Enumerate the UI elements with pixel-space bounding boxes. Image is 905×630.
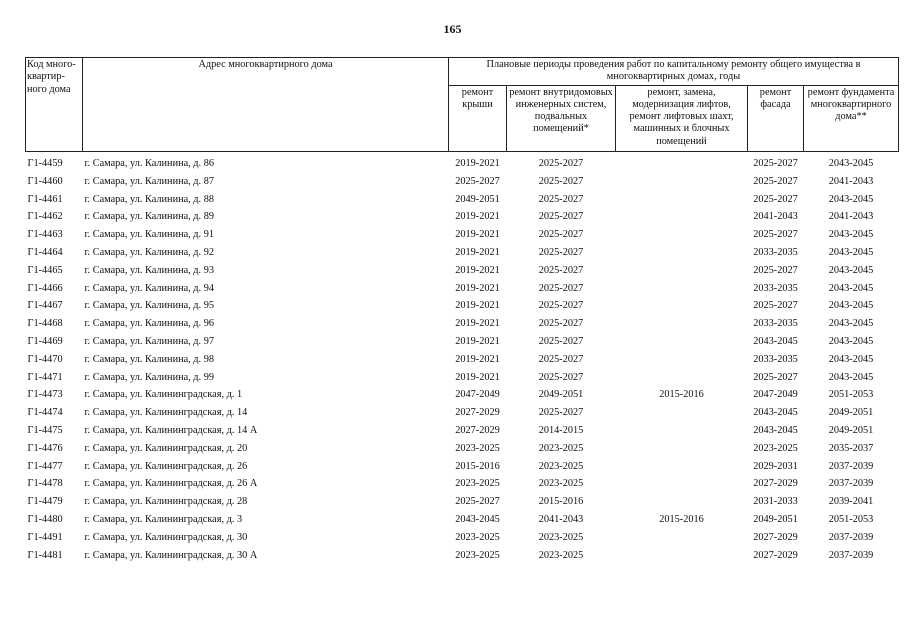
cell-engineering: 2049-2051	[538, 389, 584, 401]
cell-code: Г1-4476	[27, 442, 63, 454]
cell-lift: 2015-2016	[659, 513, 704, 525]
cell-engineering: 2023-2025	[538, 531, 584, 543]
cell-lift	[616, 226, 748, 244]
cell-address: г. Самара, ул. Калининградская, д. 30 А	[84, 549, 258, 561]
cell-facade: 2027-2029	[753, 549, 798, 561]
cell-roof: 2019-2021	[455, 335, 500, 347]
cell-address: г. Самара, ул. Калининградская, д. 26	[84, 460, 248, 472]
cell-foundation: 2043-2045	[828, 300, 874, 312]
table-row	[26, 404, 899, 422]
cell-lift	[616, 315, 748, 333]
cell-foundation: 2041-2043	[828, 211, 874, 223]
cell-facade: 2025-2027	[753, 229, 798, 241]
cell-facade: 2043-2045	[753, 407, 798, 419]
cell-roof: 2019-2021	[455, 318, 500, 330]
table-row	[26, 475, 899, 493]
cell-code: Г1-4471	[27, 371, 63, 383]
cell-foundation: 2037-2039	[828, 531, 874, 543]
cell-roof: 2019-2021	[455, 282, 500, 294]
cell-facade: 2043-2045	[753, 335, 798, 347]
cell-code: Г1-4477	[27, 460, 63, 472]
cell-engineering: 2025-2027	[538, 175, 584, 187]
cell-foundation: 2035-2037	[828, 442, 874, 454]
table-row	[26, 190, 899, 208]
cell-facade: 2033-2035	[753, 353, 798, 365]
cell-foundation: 2043-2045	[828, 282, 874, 294]
cell-facade: 2031-2033	[753, 496, 798, 508]
cell-engineering: 2023-2025	[538, 442, 584, 454]
cell-roof: 2019-2021	[455, 211, 500, 223]
cell-roof: 2019-2021	[455, 371, 500, 383]
header-facade: ремонт фасада	[748, 85, 804, 151]
cell-foundation: 2051-2053	[828, 513, 874, 525]
cell-foundation: 2041-2043	[828, 175, 874, 187]
cell-lift: 2015-2016	[659, 389, 704, 401]
cell-facade: 2033-2035	[753, 282, 798, 294]
cell-engineering: 2025-2027	[538, 318, 584, 330]
cell-address: г. Самара, ул. Калинина, д. 91	[84, 229, 214, 241]
cell-lift	[616, 404, 748, 422]
cell-address: г. Самара, ул. Калининградская, д. 14	[84, 407, 248, 419]
cell-lift	[616, 244, 748, 262]
table-row	[26, 457, 899, 475]
cell-address: г. Самара, ул. Калинина, д. 89	[84, 211, 214, 223]
cell-foundation: 2037-2039	[828, 549, 874, 561]
cell-code: Г1-4473	[27, 389, 63, 401]
cell-code: Г1-4466	[27, 282, 63, 294]
cell-roof: 2019-2021	[455, 353, 500, 365]
cell-roof: 2025-2027	[455, 175, 500, 187]
cell-engineering: 2025-2027	[538, 264, 584, 276]
cell-engineering: 2023-2025	[538, 478, 584, 490]
table-row	[26, 439, 899, 457]
table-row	[26, 208, 899, 226]
cell-facade: 2027-2029	[753, 478, 798, 490]
cell-engineering: 2025-2027	[538, 229, 584, 241]
cell-roof: 2023-2025	[455, 442, 500, 454]
cell-engineering: 2025-2027	[538, 371, 584, 383]
cell-lift	[616, 297, 748, 315]
cell-foundation: 2049-2051	[828, 407, 874, 419]
cell-lift	[616, 368, 748, 386]
cell-address: г. Самара, ул. Калининградская, д. 28	[84, 496, 248, 508]
page-number: 165	[443, 22, 462, 36]
cell-foundation: 2043-2045	[828, 353, 874, 365]
cell-engineering: 2014-2015	[538, 424, 584, 436]
cell-address: г. Самара, ул. Калинина, д. 98	[84, 353, 214, 365]
cell-roof: 2019-2021	[455, 300, 500, 312]
header-foundation: ремонт фундамента многоквартирного дома**	[804, 85, 899, 151]
cell-roof: 2027-2029	[455, 407, 500, 419]
cell-engineering: 2025-2027	[538, 282, 584, 294]
cell-foundation: 2051-2053	[828, 389, 874, 401]
header-engineering: ремонт внутридомовых инженерных систем, подвальных помещений*	[507, 85, 616, 151]
cell-code: Г1-4481	[27, 549, 63, 561]
cell-facade: 2023-2025	[753, 442, 798, 454]
table-row	[26, 244, 899, 262]
cell-lift	[616, 422, 748, 440]
cell-foundation: 2043-2045	[828, 264, 874, 276]
cell-code: Г1-4462	[27, 211, 63, 223]
header-address: Адрес многоквартирного дома	[83, 58, 449, 152]
cell-facade: 2025-2027	[753, 193, 798, 205]
cell-roof: 2043-2045	[455, 513, 500, 525]
cell-foundation: 2043-2045	[828, 246, 874, 258]
cell-lift	[616, 261, 748, 279]
cell-facade: 2041-2043	[753, 211, 798, 223]
cell-foundation: 2043-2045	[828, 157, 874, 169]
cell-code: Г1-4470	[27, 353, 63, 365]
cell-foundation: 2043-2045	[828, 335, 874, 347]
cell-lift	[616, 279, 748, 297]
table-row	[26, 226, 899, 244]
cell-facade: 2043-2045	[753, 424, 798, 436]
cell-roof: 2027-2029	[455, 424, 500, 436]
cell-address: г. Самара, ул. Калинина, д. 88	[84, 193, 214, 205]
cell-foundation: 2043-2045	[828, 193, 874, 205]
table-row	[26, 493, 899, 511]
cell-engineering: 2025-2027	[538, 193, 584, 205]
cell-engineering: 2023-2025	[538, 460, 584, 472]
cell-engineering: 2041-2043	[538, 513, 584, 525]
cell-address: г. Самара, ул. Калининградская, д. 14 А	[84, 424, 258, 436]
cell-facade: 2027-2029	[753, 531, 798, 543]
cell-code: Г1-4491	[27, 531, 63, 543]
cell-code: Г1-4469	[27, 335, 63, 347]
cell-foundation: 2043-2045	[828, 371, 874, 383]
cell-lift	[616, 475, 748, 493]
cell-address: г. Самара, ул. Калинина, д. 99	[84, 371, 214, 383]
cell-lift	[616, 457, 748, 475]
cell-address: г. Самара, ул. Калинина, д. 94	[84, 282, 214, 294]
cell-address: г. Самара, ул. Калинина, д. 97	[84, 335, 214, 347]
cell-foundation: 2043-2045	[828, 318, 874, 330]
table-row	[26, 333, 899, 351]
cell-code: Г1-4480	[27, 513, 63, 525]
table-row	[26, 261, 899, 279]
table-row	[26, 350, 899, 368]
table-row	[26, 297, 899, 315]
cell-facade: 2025-2027	[753, 175, 798, 187]
cell-engineering: 2025-2027	[538, 353, 584, 365]
cell-facade: 2029-2031	[753, 460, 798, 472]
cell-address: г. Самара, ул. Калининградская, д. 20	[84, 442, 248, 454]
cell-foundation: 2039-2041	[828, 496, 874, 508]
cell-address: г. Самара, ул. Калинина, д. 86	[84, 157, 214, 169]
cell-roof: 2025-2027	[455, 496, 500, 508]
cell-foundation: 2049-2051	[828, 424, 874, 436]
cell-roof: 2015-2016	[455, 460, 500, 472]
cell-code: Г1-4463	[27, 229, 63, 241]
header-code: Код много-квартир-ного дома	[26, 58, 83, 152]
cell-code: Г1-4468	[27, 318, 63, 330]
table-row	[26, 172, 899, 190]
cell-address: г. Самара, ул. Калининградская, д. 30	[84, 531, 248, 543]
cell-facade: 2025-2027	[753, 371, 798, 383]
cell-code: Г1-4478	[27, 478, 63, 490]
cell-lift	[616, 151, 748, 172]
cell-code: Г1-4479	[27, 496, 63, 508]
cell-roof: 2019-2021	[455, 246, 500, 258]
cell-engineering: 2025-2027	[538, 300, 584, 312]
cell-lift	[616, 190, 748, 208]
cell-lift	[616, 208, 748, 226]
cell-engineering: 2025-2027	[538, 407, 584, 419]
cell-roof: 2023-2025	[455, 549, 500, 561]
cell-roof: 2049-2051	[455, 193, 500, 205]
table-row	[26, 511, 899, 529]
cell-code: Г1-4465	[27, 264, 63, 276]
cell-lift	[616, 546, 748, 564]
cell-address: г. Самара, ул. Калининградская, д. 26 А	[84, 478, 258, 490]
cell-address: г. Самара, ул. Калинина, д. 95	[84, 300, 214, 312]
cell-lift	[616, 172, 748, 190]
table-row	[26, 528, 899, 546]
header-periods: Плановые периоды проведения работ по капитальному ремонту общего имущества в многоквартирных домах, годы	[449, 58, 899, 86]
cell-facade: 2049-2051	[753, 513, 798, 525]
table-row	[26, 279, 899, 297]
table-row	[26, 546, 899, 564]
cell-facade: 2025-2027	[753, 300, 798, 312]
cell-address: г. Самара, ул. Калинина, д. 92	[84, 246, 214, 258]
cell-address: г. Самара, ул. Калининградская, д. 3	[84, 513, 243, 525]
table-row	[26, 151, 899, 172]
cell-facade: 2025-2027	[753, 264, 798, 276]
cell-roof: 2023-2025	[455, 531, 500, 543]
cell-code: Г1-4474	[27, 407, 63, 419]
cell-code: Г1-4459	[27, 157, 63, 169]
cell-facade: 2033-2035	[753, 246, 798, 258]
cell-roof: 2019-2021	[455, 229, 500, 241]
cell-facade: 2033-2035	[753, 318, 798, 330]
cell-address: г. Самара, ул. Калинина, д. 87	[84, 175, 214, 187]
cell-foundation: 2043-2045	[828, 229, 874, 241]
repair-schedule-table	[25, 57, 899, 564]
cell-lift	[616, 333, 748, 351]
cell-engineering: 2015-2016	[538, 496, 584, 508]
cell-engineering: 2025-2027	[538, 246, 584, 258]
cell-code: Г1-4461	[27, 193, 63, 205]
cell-engineering: 2025-2027	[538, 211, 584, 223]
cell-roof: 2023-2025	[455, 478, 500, 490]
cell-foundation: 2037-2039	[828, 460, 874, 472]
cell-roof: 2019-2021	[455, 157, 500, 169]
cell-roof: 2019-2021	[455, 264, 500, 276]
cell-foundation: 2037-2039	[828, 478, 874, 490]
cell-lift	[616, 350, 748, 368]
table-row	[26, 386, 899, 404]
table-body	[26, 151, 899, 564]
cell-lift	[616, 439, 748, 457]
table-row	[26, 315, 899, 333]
cell-lift	[616, 528, 748, 546]
header-lift: ремонт, замена, модернизация лифтов, ремонт лифтовых шахт, машинных и блочных помещений	[616, 85, 748, 151]
cell-address: г. Самара, ул. Калинина, д. 93	[84, 264, 214, 276]
header-roof: ремонт крыши	[449, 85, 507, 151]
table-header	[26, 58, 899, 152]
cell-engineering: 2025-2027	[538, 157, 584, 169]
table-row	[26, 368, 899, 386]
cell-facade: 2047-2049	[753, 389, 798, 401]
cell-code: Г1-4467	[27, 300, 63, 312]
cell-facade: 2025-2027	[753, 157, 798, 169]
cell-address: г. Самара, ул. Калинина, д. 96	[84, 318, 214, 330]
cell-roof: 2047-2049	[455, 389, 500, 401]
cell-address: г. Самара, ул. Калининградская, д. 1	[84, 389, 243, 401]
cell-code: Г1-4464	[27, 246, 63, 258]
cell-lift	[616, 493, 748, 511]
cell-engineering: 2025-2027	[538, 335, 584, 347]
cell-code: Г1-4460	[27, 175, 63, 187]
cell-code: Г1-4475	[27, 424, 63, 436]
table-row	[26, 422, 899, 440]
cell-engineering: 2023-2025	[538, 549, 584, 561]
